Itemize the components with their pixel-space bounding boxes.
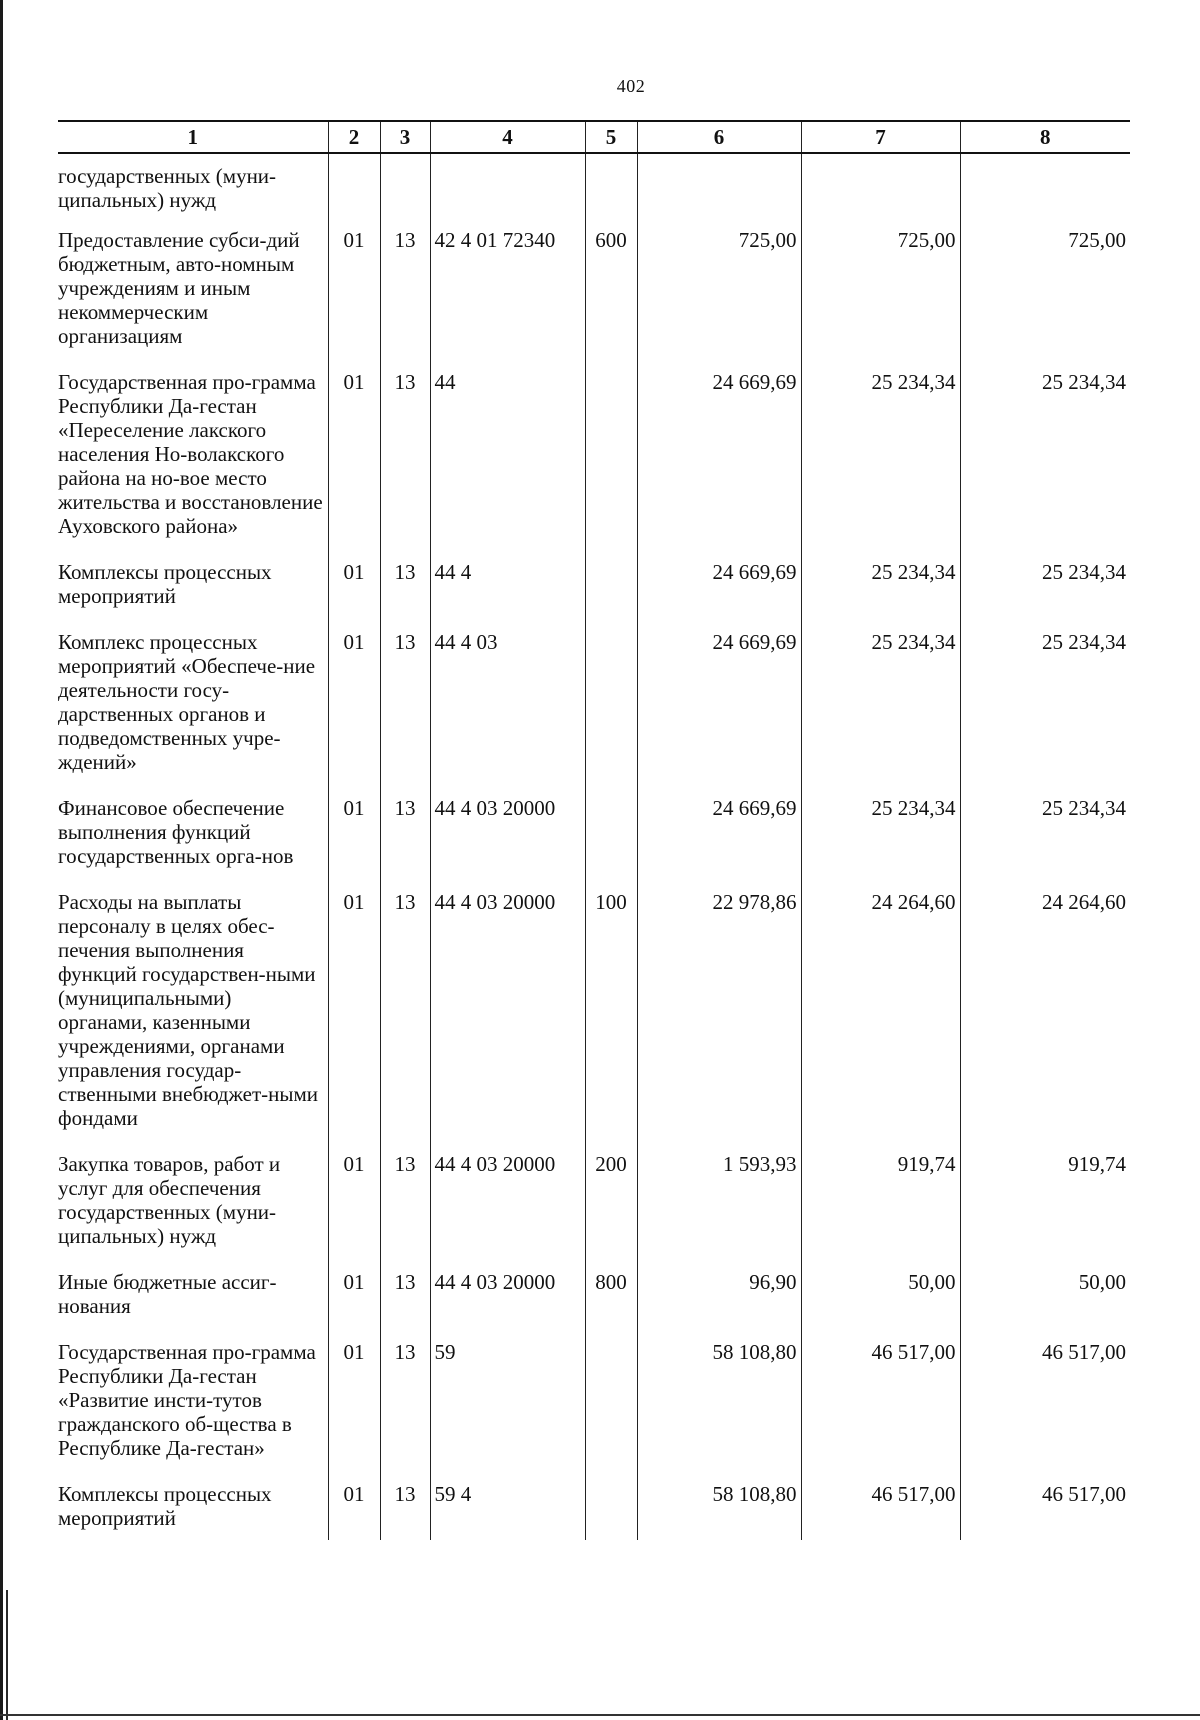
row-expense-type (585, 560, 637, 630)
row-code: 44 4 03 20000 (430, 1270, 585, 1340)
scan-left-edge-mark (6, 1590, 8, 1720)
row-amount-year2: 46 517,00 (801, 1340, 960, 1482)
row-code: 44 4 03 20000 (430, 796, 585, 890)
row-amount-year1: 24 669,69 (637, 796, 801, 890)
row-amount-year2: 919,74 (801, 1152, 960, 1270)
row-amount-year1: 24 669,69 (637, 630, 801, 796)
row-amount-year1: 1 593,93 (637, 1152, 801, 1270)
scan-left-edge (0, 0, 3, 1720)
row-subsection: 13 (380, 1340, 430, 1482)
table-row (58, 228, 1130, 370)
column-header: 2 (328, 121, 380, 153)
row-expense-type (585, 1482, 637, 1540)
row-name: Комплексы процессных мероприятий (58, 1482, 272, 1530)
column-header: 1 (58, 121, 328, 153)
row-code: 42 4 01 72340 (430, 228, 585, 370)
row-code: 44 4 03 20000 (430, 1152, 585, 1270)
row-chapter: 01 (328, 370, 380, 560)
row-expense-type: 200 (585, 1152, 637, 1270)
row-name: Государственная про-грамма Республики Да-гестан «Переселение лакского населения Но-волакского района на но-вое место жительства и восстановление Ауховского района» (58, 370, 323, 538)
row-subsection: 13 (380, 796, 430, 890)
column-header: 6 (637, 121, 801, 153)
row-name: Закупка товаров, работ и услуг для обеспечения государственных (муни-ципальных) нужд (58, 1152, 281, 1248)
row-expense-type (585, 370, 637, 560)
row-name: Финансовое обеспечение выполнения функций государственных орга-нов (58, 796, 294, 868)
row-amount-year3: 46 517,00 (960, 1340, 1130, 1482)
row-code: 59 4 (430, 1482, 585, 1540)
budget-table (58, 120, 1130, 1540)
row-name: Государственная про-грамма Республики Да-гестан «Развитие инсти-тутов гражданского об-щества в Республике Да-гестан» (58, 1340, 316, 1460)
row-amount-year2: 50,00 (801, 1270, 960, 1340)
column-header: 5 (585, 121, 637, 153)
column-header: 3 (380, 121, 430, 153)
column-header: 8 (960, 121, 1130, 153)
row-chapter: 01 (328, 890, 380, 1152)
table-row (58, 1152, 1130, 1270)
row-amount-year3: 725,00 (960, 228, 1130, 370)
table-row (58, 370, 1130, 560)
table-row (58, 560, 1130, 630)
row-chapter: 01 (328, 1482, 380, 1540)
row-amount-year3: 46 517,00 (960, 1482, 1130, 1540)
table-row (58, 1340, 1130, 1482)
row-expense-type: 100 (585, 890, 637, 1152)
row-chapter: 01 (328, 1340, 380, 1482)
row-amount-year1: 58 108,80 (637, 1340, 801, 1482)
row-subsection: 13 (380, 890, 430, 1152)
column-header: 7 (801, 121, 960, 153)
row-chapter: 01 (328, 796, 380, 890)
row-amount-year2: 24 264,60 (801, 890, 960, 1152)
row-code: 44 4 03 (430, 630, 585, 796)
row-amount-year3: 25 234,34 (960, 370, 1130, 560)
header-row (58, 121, 1130, 153)
row-subsection: 13 (380, 560, 430, 630)
row-subsection: 13 (380, 228, 430, 370)
row-code: 59 (430, 1340, 585, 1482)
row-chapter: 01 (328, 630, 380, 796)
row-name: Комплексы процессных мероприятий (58, 560, 272, 608)
row-amount-year1: 58 108,80 (637, 1482, 801, 1540)
row-expense-type: 600 (585, 228, 637, 370)
row-expense-type (585, 630, 637, 796)
row-name: Иные бюджетные ассиг-нования (58, 1270, 277, 1318)
row-amount-year1: 725,00 (637, 228, 801, 370)
row-amount-year3: 24 264,60 (960, 890, 1130, 1152)
continuation-text: государственных (муни-ципальных) нужд (58, 164, 277, 212)
table-row (58, 1270, 1130, 1340)
row-amount-year2: 25 234,34 (801, 796, 960, 890)
table-row (58, 1482, 1130, 1540)
row-code: 44 (430, 370, 585, 560)
row-expense-type: 800 (585, 1270, 637, 1340)
scan-bottom-edge (0, 1714, 1200, 1716)
row-code: 44 4 (430, 560, 585, 630)
row-amount-year3: 25 234,34 (960, 560, 1130, 630)
row-amount-year3: 25 234,34 (960, 630, 1130, 796)
row-chapter: 01 (328, 560, 380, 630)
row-code: 44 4 03 20000 (430, 890, 585, 1152)
row-amount-year1: 24 669,69 (637, 370, 801, 560)
row-chapter: 01 (328, 1270, 380, 1340)
row-amount-year3: 919,74 (960, 1152, 1130, 1270)
row-subsection: 13 (380, 1270, 430, 1340)
column-header: 4 (430, 121, 585, 153)
row-expense-type (585, 796, 637, 890)
row-amount-year1: 22 978,86 (637, 890, 801, 1152)
row-name: Предоставление субси-дий бюджетным, авто-номным учреждениям и иным некоммерческим организациям (58, 228, 300, 348)
row-amount-year2: 25 234,34 (801, 630, 960, 796)
continuation-row (58, 153, 1130, 228)
row-name: Расходы на выплаты персоналу в целях обес-печения выполнения функций государствен-ными (муниципальными) органами, казенными учреждениями, органами управления государ-ственными внебюджет-ными фондами (58, 890, 319, 1130)
row-subsection: 13 (380, 630, 430, 796)
row-amount-year2: 25 234,34 (801, 560, 960, 630)
row-amount-year3: 25 234,34 (960, 796, 1130, 890)
row-amount-year1: 24 669,69 (637, 560, 801, 630)
table-row (58, 796, 1130, 890)
row-chapter: 01 (328, 1152, 380, 1270)
table-row (58, 890, 1130, 1152)
row-amount-year2: 46 517,00 (801, 1482, 960, 1540)
row-chapter: 01 (328, 228, 380, 370)
row-subsection: 13 (380, 1482, 430, 1540)
row-subsection: 13 (380, 1152, 430, 1270)
page-number: 402 (616, 76, 646, 96)
row-amount-year3: 50,00 (960, 1270, 1130, 1340)
row-amount-year2: 725,00 (801, 228, 960, 370)
row-amount-year2: 25 234,34 (801, 370, 960, 560)
row-expense-type (585, 1340, 637, 1482)
row-amount-year1: 96,90 (637, 1270, 801, 1340)
table-row (58, 630, 1130, 796)
row-name: Комплекс процессных мероприятий «Обеспече-ние деятельности госу-дарственных органов и подведомственных учре-ждений» (58, 630, 316, 774)
row-subsection: 13 (380, 370, 430, 560)
